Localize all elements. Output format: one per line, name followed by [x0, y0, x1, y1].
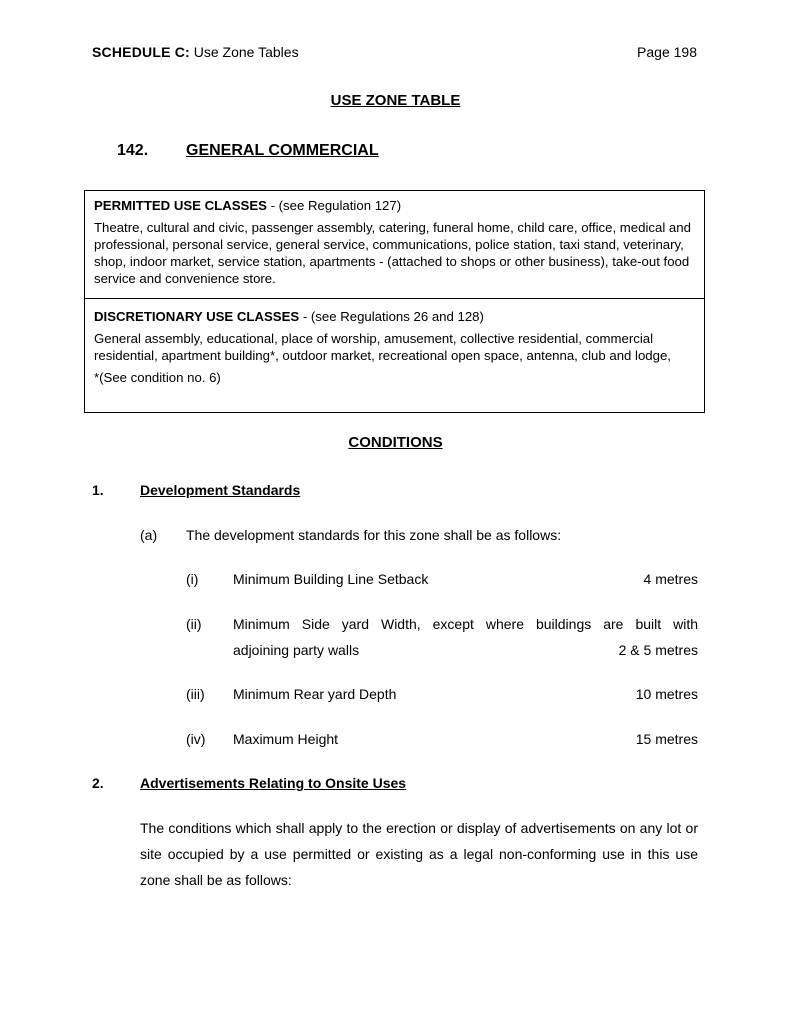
discretionary-text: General assembly, educational, place of worship, amusement, collective residential, commercial residential, apartment building*, outdoor market, recreational open space, antenna, club and lodge, [94, 331, 671, 363]
schedule-label: SCHEDULE C: [92, 44, 190, 60]
item-ii-number: (ii) [186, 616, 202, 632]
condition-2-number: 2. [92, 775, 104, 791]
item-iv-number: (iv) [186, 731, 206, 747]
condition-1-title: Development Standards [140, 482, 301, 498]
item-iii-label: Minimum Rear yard Depth [233, 686, 397, 702]
condition-2-title: Advertisements Relating to Onsite Uses [140, 775, 407, 791]
permitted-cell [94, 197, 696, 287]
discretionary-heading: DISCRETIONARY USE CLASSES [94, 309, 300, 324]
item-iii-number: (iii) [186, 686, 205, 702]
discretionary-note: *(See condition no. 6) [94, 370, 221, 385]
permitted-text: Theatre, cultural and civic, passenger assembly, catering, funeral home, child care, office, medical and professional, personal service, general service, communications, police station, taxi stand, veterinary, shop, indoor market, service station, apartments - (attached to shops or other business), take-out food service and convenience store. [94, 220, 691, 286]
discretionary-ref: - (see Regulations 26 and 128) [299, 309, 484, 324]
page-header-left [92, 44, 299, 60]
section-number: 142. [117, 142, 149, 159]
conditions-title: CONDITIONS [348, 434, 443, 451]
section-title: GENERAL COMMERCIAL [186, 142, 379, 159]
item-ii-value: 2 & 5 metres [618, 642, 698, 658]
page-number: Page 198 [637, 44, 697, 60]
item-iv-value: 15 metres [635, 731, 698, 747]
use-classes-table [84, 190, 705, 413]
item-i-label: Minimum Building Line Setback [233, 571, 429, 587]
sub-a-text: The development standards for this zone shall be as follows: [186, 527, 562, 543]
item-i-number: (i) [186, 571, 199, 587]
permitted-ref: - (see Regulation 127) [266, 198, 402, 213]
document-title: USE ZONE TABLE [330, 92, 461, 109]
discretionary-cell [94, 308, 696, 386]
permitted-heading: PERMITTED USE CLASSES [94, 198, 267, 213]
item-i-value: 4 metres [643, 571, 698, 587]
table-divider [85, 298, 704, 299]
sub-a-label: (a) [140, 527, 158, 543]
item-iii-value: 10 metres [635, 686, 698, 702]
item-ii-label-continued: adjoining party walls [233, 642, 360, 658]
schedule-title: Use Zone Tables [193, 44, 299, 60]
condition-2-paragraph: The conditions which shall apply to the erection or display of advertisements on any lot or site occupied by a use permitted or existing as a legal non-conforming use in this use zone shall be as follows: [140, 820, 698, 888]
condition-1-number: 1. [92, 482, 104, 498]
item-iv-label: Maximum Height [233, 731, 339, 747]
item-ii-label: Minimum Side yard Width, except where buildings are built with [233, 616, 698, 632]
